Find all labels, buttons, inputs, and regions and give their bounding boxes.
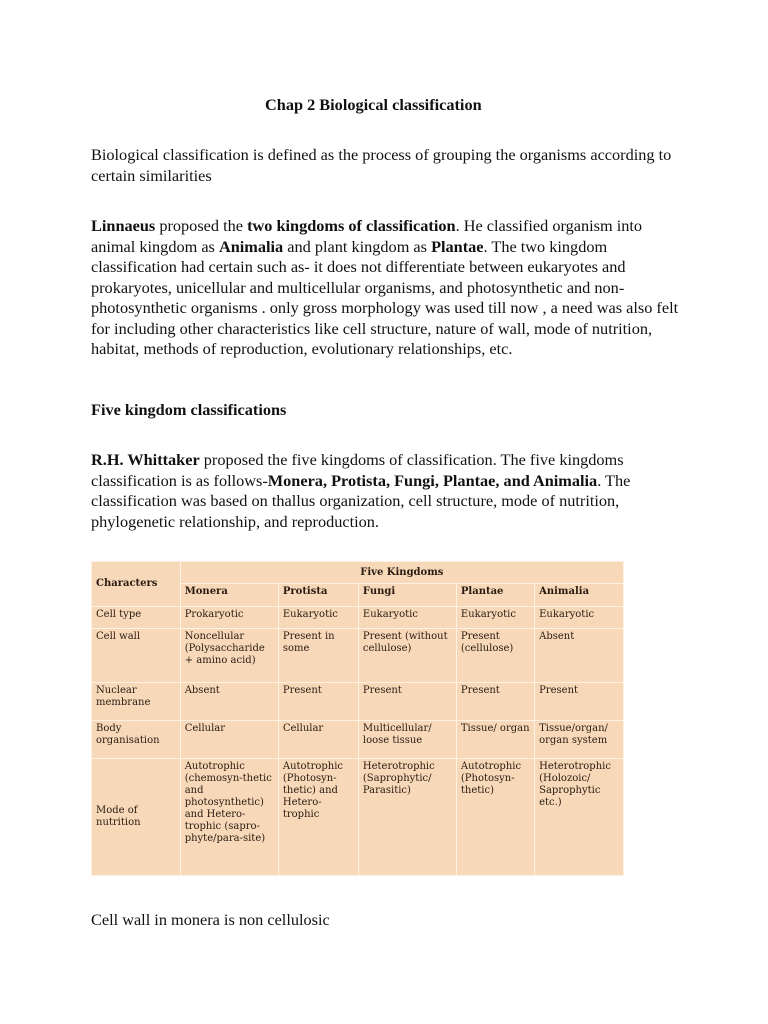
row-label: Body organisation	[92, 720, 181, 758]
table-cell: Autotrophic (Photosyn-thetic)	[456, 759, 534, 876]
table-row	[92, 720, 624, 758]
table-cell: Present (without cellulose)	[358, 628, 456, 682]
kingdom-header: Protista	[278, 584, 358, 606]
row-label: Cell type	[92, 606, 181, 628]
two-kingdoms-term: two kingdoms of classification	[247, 216, 456, 235]
linnaeus-paragraph: Linnaeus proposed the two kingdoms of classification. He classified organism into animal kingdom as Animalia and plant kingdom as Plantae. The two kingdom classification had certain such as- it does not differentiate between eukaryotes and prokaryotes, unicellular and multicellular organisms, and photosynthetic and non-photosynthetic organisms . only gross morphology was used till now , a need was also felt for including other characteristics like cell structure, nature of wall, mode of nutrition, habitat, methods of reproduction, evolutionary relationships, etc.	[91, 216, 679, 358]
row-label: Mode of nutrition	[92, 759, 181, 876]
table-cell: Multicellular/ loose tissue	[358, 720, 456, 758]
kingdom-header: Animalia	[535, 584, 624, 606]
animalia-term: Animalia	[218, 236, 284, 256]
table-cell: Prokaryotic	[180, 606, 278, 628]
table-cell: Present	[456, 682, 534, 720]
table-cell: Eukaryotic	[358, 606, 456, 628]
table-row	[92, 759, 624, 876]
five-kingdoms-table	[91, 561, 624, 876]
table-cell: Autotrophic (chemosyn-thetic and photosynthetic) and Hetero-trophic (sapro-phyte/para-site)	[180, 759, 278, 876]
table-cell: Absent	[180, 682, 278, 720]
table-row	[92, 628, 624, 682]
table-cell: Cellular	[278, 720, 358, 758]
row-label: Cell wall	[92, 628, 181, 682]
kingdom-header: Plantae	[456, 584, 534, 606]
table-cell: Eukaryotic	[456, 606, 534, 628]
table-header-row-1	[92, 562, 624, 584]
table-cell: Autotrophic (Photosyn-thetic) and Hetero-trophic	[278, 759, 358, 876]
kingdom-header: Monera	[180, 584, 278, 606]
table-cell: Cellular	[180, 720, 278, 758]
whittaker-paragraph: R.H. Whittaker proposed the five kingdoms of classification. The five kingdoms classification is as follows-Monera, Protista, Fungi, Plantae, and Animalia. The classification was based on thallus organization, cell structure, mode of nutrition, phylogenetic relationship, and reproduction.	[91, 450, 631, 531]
five-kingdoms-header: Five Kingdoms	[180, 562, 623, 584]
table-cell: Eukaryotic	[278, 606, 358, 628]
section-heading: Five kingdom classifications	[91, 400, 287, 419]
intro-paragraph: Biological classification is defined as the process of grouping the organisms according to certain similarities	[91, 145, 672, 185]
table-cell: Eukaryotic	[535, 606, 624, 628]
closing-paragraph: Cell wall in monera is non cellulosic	[91, 910, 330, 929]
kingdom-header: Fungi	[358, 584, 456, 606]
table-cell: Tissue/organ/ organ system	[535, 720, 624, 758]
table-row	[92, 606, 624, 628]
table-cell: Present	[278, 682, 358, 720]
table-cell: Present	[535, 682, 624, 720]
whittaker-term: R.H. Whittaker	[91, 450, 200, 469]
table-row	[92, 682, 624, 720]
kingdom-list-term: Monera, Protista, Fungi, Plantae, and Animalia	[267, 470, 598, 490]
table-cell: Heterotrophic (Saprophytic/ Parasitic)	[358, 759, 456, 876]
table-cell: Present in some	[278, 628, 358, 682]
row-label: Nuclear membrane	[92, 682, 181, 720]
page-title: Chap 2 Biological classification	[265, 95, 482, 114]
table-cell: Absent	[535, 628, 624, 682]
linnaeus-term: Linnaeus	[91, 216, 156, 235]
table-cell: Present	[358, 682, 456, 720]
table-cell: Noncellular (Polysaccharide + amino acid)	[180, 628, 278, 682]
table-cell: Heterotrophic (Holozoic/ Saprophytic etc.)	[535, 759, 624, 876]
plantae-term: Plantae	[431, 236, 484, 256]
characters-header: Characters	[92, 562, 181, 607]
table-cell: Present (cellulose)	[456, 628, 534, 682]
table-cell: Tissue/ organ	[456, 720, 534, 758]
